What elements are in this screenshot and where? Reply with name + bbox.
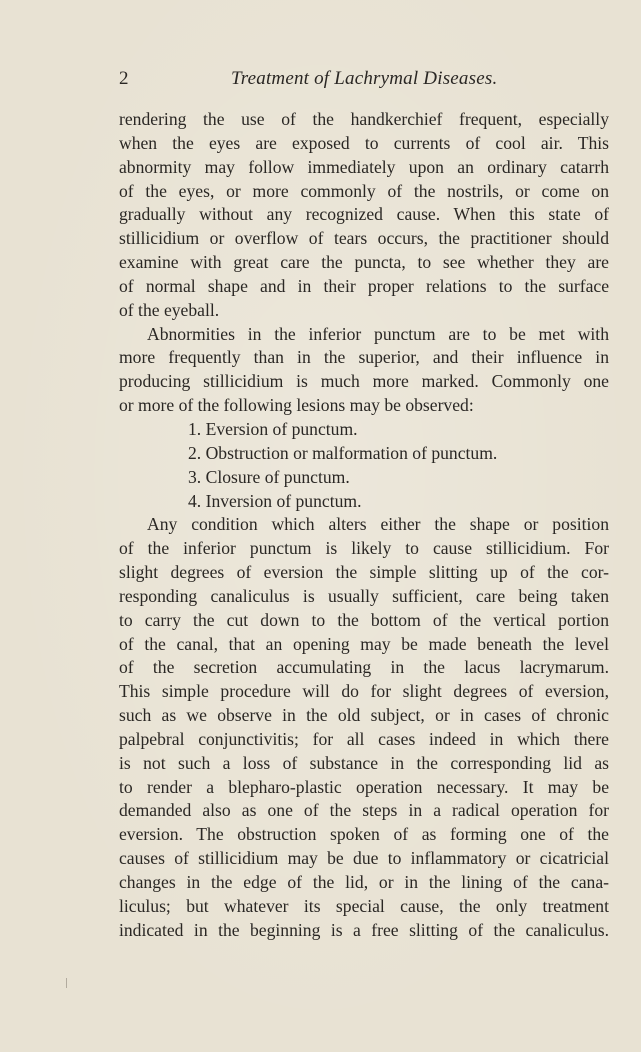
text-line: liculus; but whatever its special cause, the only treatment	[119, 895, 609, 916]
text-line: slight degrees of eversion the simple slitting up of the cor-	[119, 562, 609, 583]
margin-mark	[66, 978, 67, 988]
text-line: such as we observe in the old subject, or in cases of chronic	[119, 705, 609, 726]
text-line: This simple procedure will do for slight degrees of eversion,	[119, 681, 609, 702]
text-line: more frequently than in the superior, and their influence in	[119, 347, 609, 368]
text-line: gradually without any recognized cause. When this state of	[119, 204, 609, 225]
text-line: changes in the edge of the lid, or in the lining of the cana-	[119, 872, 609, 892]
text-line: producing stillicidium is much more marked. Commonly one	[119, 371, 609, 392]
page-number: 2	[119, 68, 129, 89]
text-line: when the eyes are exposed to currents of cool air. This	[119, 132, 609, 153]
list-item: 4. Inversion of punctum.	[188, 490, 362, 511]
text-line: of normal shape and in their proper relations to the surface	[119, 275, 609, 296]
paragraph-start-line: Any condition which alters either the shape or position	[147, 514, 609, 535]
text-line: to carry the cut down to the bottom of the vertical portion	[119, 609, 609, 630]
body-text	[119, 108, 609, 943]
text-line: of the eyeball.	[119, 299, 220, 320]
text-line: eversion. The obstruction spoken of as forming one of the	[119, 824, 609, 845]
paragraph-start-line: Abnormities in the inferior punctum are to be met with	[147, 323, 609, 344]
text-line: examine with great care the puncta, to see whether they are	[119, 252, 609, 273]
text-line: demanded also as one of the steps in a radical operation for	[119, 800, 609, 821]
page-header	[119, 68, 609, 94]
text-line: of the eyes, or more commonly of the nostrils, or come on	[119, 180, 609, 201]
list-item: 1. Eversion of punctum.	[188, 418, 358, 439]
text-line: palpebral conjunctivitis; for all cases indeed in which there	[119, 728, 609, 749]
text-line: of the canal, that an opening may be made beneath the level	[119, 633, 609, 654]
text-line: to render a blepharo-plastic operation necessary. It may be	[119, 776, 609, 797]
text-line: responding canaliculus is usually sufficient, care being taken	[119, 585, 609, 606]
text-line: abnormity may follow immediately upon an ordinary catarrh	[119, 156, 609, 177]
running-title: Treatment of Lachrymal Diseases.	[231, 68, 498, 89]
text-line: of the inferior punctum is likely to cause stillicidium. For	[119, 538, 609, 559]
text-line: causes of stillicidium may be due to inflammatory or cicatricial	[119, 848, 609, 869]
text-line: indicated in the beginning is a free slitting of the canaliculus.	[119, 919, 609, 940]
text-line: of the secretion accumulating in the lacus lacrymarum.	[119, 657, 609, 678]
text-line: or more of the following lesions may be observed:	[119, 395, 474, 416]
list-item: 3. Closure of punctum.	[188, 466, 350, 487]
text-line: rendering the use of the handkerchief frequent, especially	[119, 109, 609, 129]
list-item: 2. Obstruction or malformation of punctum.	[188, 442, 498, 463]
text-line: stillicidium or overflow of tears occurs, the practitioner should	[119, 228, 609, 249]
text-line: is not such a loss of substance in the corresponding lid as	[119, 752, 609, 773]
